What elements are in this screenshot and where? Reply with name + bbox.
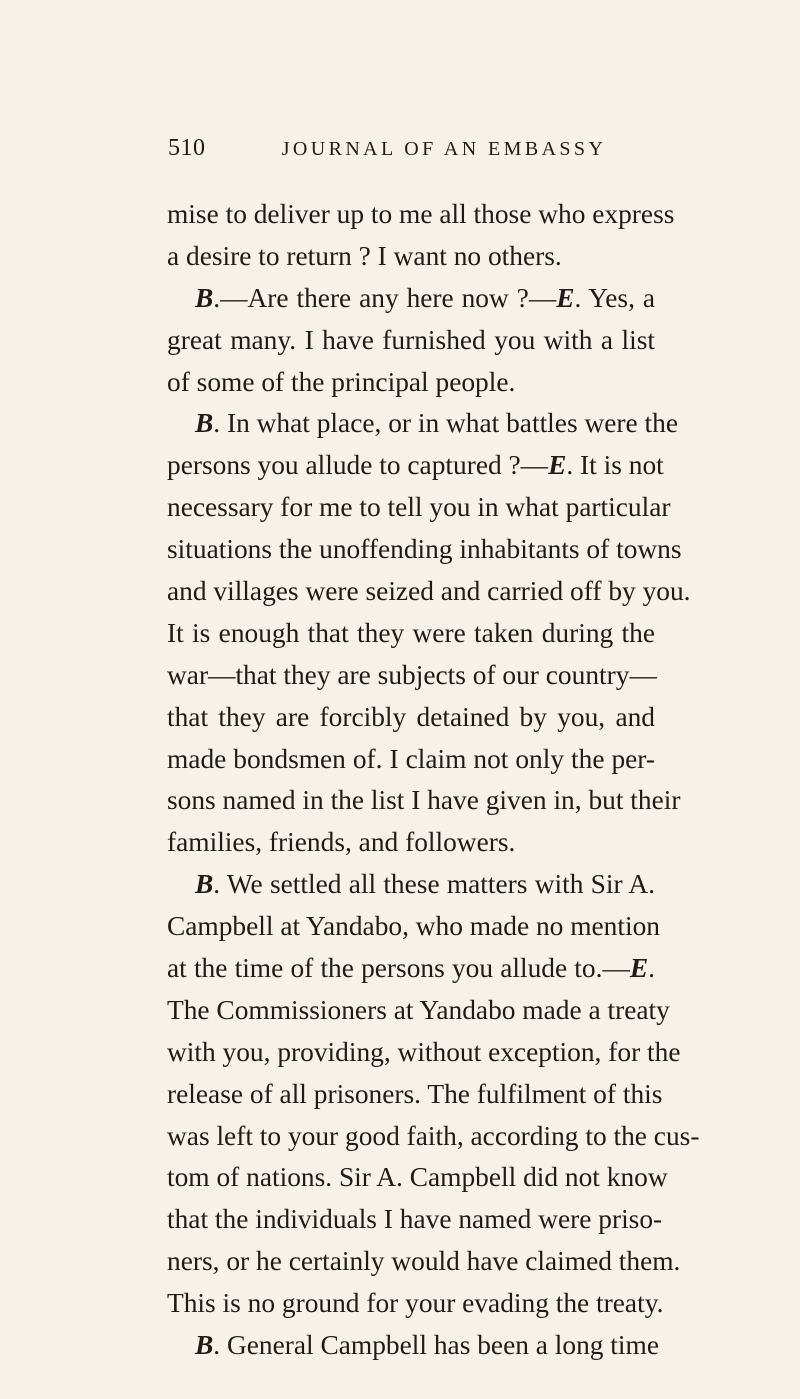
text-line	[167, 990, 670, 1032]
text-segment: war—that they are subjects of our country—	[167, 659, 657, 690]
text-segment: release of all prisoners. The fulfilment of this	[167, 1078, 663, 1109]
text-segment: situations the unoffending inhabitants of towns	[167, 534, 682, 565]
text-segment: at the time of the persons you allude to.—	[167, 953, 630, 984]
text-segment: was left to your good faith, according to the cus-	[167, 1120, 700, 1151]
text-segment: . In what place, or in what battles were the	[213, 408, 678, 439]
text-segment: The Commissioners at Yandabo made a treaty	[167, 994, 670, 1025]
text-line	[167, 236, 655, 278]
text-segment: mise to deliver up to me all those who express	[167, 199, 675, 229]
running-title: JOURNAL OF AN EMBASSY	[281, 138, 607, 160]
text-line	[167, 1157, 668, 1199]
text-segment: with you, providing, without exception, for the	[167, 1036, 681, 1067]
text-segment: . General Campbell has been a long time	[213, 1330, 659, 1361]
text-segment: .	[648, 953, 655, 984]
speaker-label: B	[195, 869, 214, 900]
text-segment: It is enough that they were taken during the	[167, 617, 655, 648]
body-text	[167, 194, 700, 1367]
text-line	[167, 571, 691, 613]
text-line	[167, 697, 655, 739]
speaker-label: B	[195, 282, 214, 313]
text-segment: necessary for me to tell you in what particular	[167, 492, 671, 523]
text-segment: This is no ground for your evading the treaty.	[167, 1288, 664, 1319]
text-segment: ners, or he certainly would have claimed them.	[167, 1246, 681, 1277]
text-line	[167, 1283, 664, 1325]
text-segment: Campbell at Yandabo, who made no mention	[167, 911, 660, 942]
speaker-label: E	[548, 450, 567, 481]
text-segment: families, friends, and followers.	[167, 827, 516, 858]
text-line	[167, 320, 655, 362]
page-number: 510	[168, 135, 206, 161]
text-line	[167, 906, 660, 948]
text-line	[167, 362, 655, 404]
text-line	[167, 403, 678, 445]
text-line	[167, 194, 675, 236]
text-segment: tom of nations. Sir A. Campbell did not know	[167, 1162, 668, 1193]
text-line	[167, 1241, 681, 1283]
text-segment: . It is not	[566, 450, 664, 481]
text-line	[167, 655, 655, 697]
text-line	[167, 487, 671, 529]
text-segment: sons named in the list I have given in, but their	[167, 785, 681, 816]
speaker-label: B	[195, 408, 214, 439]
text-line	[167, 1074, 663, 1116]
text-segment: made bondsmen of. I claim not only the per-	[167, 743, 655, 774]
text-segment: persons you allude to captured ?—	[167, 450, 549, 481]
speaker-label: E	[629, 953, 649, 984]
text-line	[167, 864, 655, 906]
text-segment: . We settled all these matters with Sir A.	[213, 869, 655, 900]
page-header	[168, 135, 654, 167]
text-line	[167, 1116, 700, 1158]
text-line	[167, 278, 655, 320]
text-line	[167, 780, 681, 822]
text-segment: of some of the principal people.	[167, 366, 516, 397]
speaker-label: B	[195, 1330, 214, 1361]
text-line	[167, 948, 655, 990]
text-line	[167, 739, 655, 781]
text-segment: that the individuals I have named were priso-	[167, 1204, 663, 1235]
text-line	[167, 613, 655, 655]
text-segment: and villages were seized and carried off by you.	[167, 576, 691, 607]
text-segment: that they are forcibly detained by you, and	[167, 701, 655, 732]
text-line	[167, 1325, 659, 1367]
text-line	[167, 445, 664, 487]
text-line	[167, 822, 655, 864]
speaker-label: E	[556, 282, 575, 313]
text-segment: a desire to return ? I want no others.	[167, 240, 562, 271]
text-line	[167, 1032, 681, 1074]
text-line	[167, 529, 682, 571]
text-line	[167, 1199, 663, 1241]
text-segment: .—Are there any here now ?—	[213, 282, 557, 313]
text-segment: great many. I have furnished you with a list	[167, 324, 655, 355]
text-segment: . Yes, a	[574, 282, 655, 313]
